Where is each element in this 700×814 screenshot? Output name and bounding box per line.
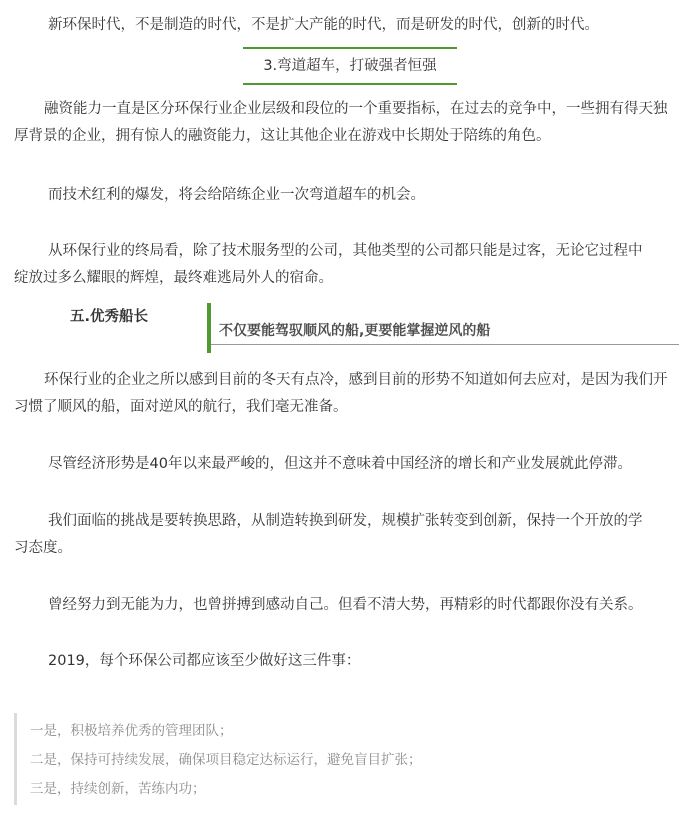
section-heading-3 xyxy=(243,44,457,88)
paragraph-financing-line2: 厚背景的企业，拥有惊人的融资能力，这让其他企业在游戏中长期处于陪练的角色。 xyxy=(14,128,551,144)
list-item: 二是，保持可持续发展，确保项目稳定达标运行，避免盲目扩张； xyxy=(30,752,422,768)
heading-bottom-line xyxy=(243,83,457,85)
paragraph-endgame-line2: 绽放过多么耀眼的辉煌，最终难逃局外人的宿命。 xyxy=(14,270,333,286)
paragraph-endgame-line1: 从环保行业的终局看，除了技术服务型的公司，其他类型的公司都只能是过客，无论它过程中 xyxy=(48,243,643,259)
section-5-rule xyxy=(211,344,679,345)
paragraph-challenge-line1: 我们面临的挑战是要转换思路，从制造转换到研发，规模扩张转变到创新，保持一个开放的学 xyxy=(48,513,643,529)
paragraph-three-things: 2019，每个环保公司都应该至少做好这三件事： xyxy=(48,653,361,669)
blockquote-bar xyxy=(14,713,17,805)
section-5-title: 五.优秀船长 xyxy=(70,309,149,325)
paragraph-winter-line1: 环保行业的企业之所以感到目前的冬天有点冷，感到目前的形势不知道如何去应对，是因为我们开 xyxy=(44,372,668,388)
paragraph-winter-line2: 习惯了顺风的船，面对逆风的航行，我们毫无准备。 xyxy=(14,399,348,415)
paragraph-financing-line1: 融资能力一直是区分环保行业企业层级和段位的一个重要指标，在过去的竞争中，一些拥有得天独 xyxy=(44,101,668,117)
section-5-accent-bar xyxy=(207,303,211,353)
heading-3-text: 3.弯道超车，打破强者恒强 xyxy=(263,58,437,74)
list-item: 一是，积极培养优秀的管理团队； xyxy=(30,723,233,739)
three-things-blockquote xyxy=(14,713,686,805)
heading-top-line xyxy=(243,47,457,49)
section-5-subtitle: 不仅要能驾驭顺风的船,更要能掌握逆风的船 xyxy=(219,323,491,339)
paragraph-tech-dividend: 而技术红利的爆发，将会给陪练企业一次弯道超车的机会。 xyxy=(48,187,425,203)
list-item: 三是，持续创新，苦练内功； xyxy=(30,781,206,797)
paragraph-effort: 曾经努力到无能为力，也曾拼搏到感动自己。但看不清大势，再精彩的时代都跟你没有关系。 xyxy=(48,597,643,613)
paragraph-economy: 尽管经济形势是40年以来最严峻的，但这并不意味着中国经济的增长和产业发展就此停滞。 xyxy=(48,456,632,472)
paragraph-challenge-line2: 习态度。 xyxy=(14,540,72,556)
paragraph-new-era: 新环保时代，不是制造的时代，不是扩大产能的时代，而是研发的时代，创新的时代。 xyxy=(48,17,599,33)
